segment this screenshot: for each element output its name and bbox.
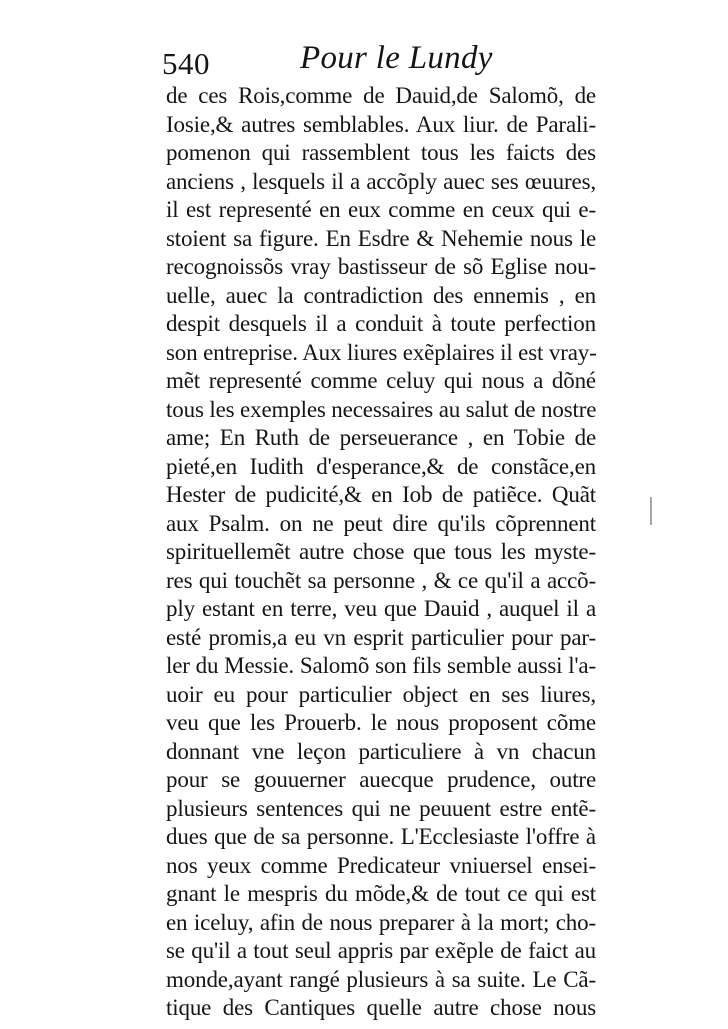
text-line: en iceluy, afin de nous preparer à la mort; cho- xyxy=(166,909,596,935)
text-line: esté promis,a eu vn esprit particulier pour par- xyxy=(166,624,596,650)
text-line: pomenon qui rassemblent tous les faicts des xyxy=(166,140,596,165)
running-head: Pour le Lundy xyxy=(300,40,493,76)
text-line: dues que de sa personne. L'Ecclesiaste l'offre à xyxy=(166,824,596,849)
text-line: plusieurs sentences qui ne peuuent estre entẽ- xyxy=(166,795,596,821)
text-line: mẽt representé comme celuy qui nous a dõné xyxy=(166,368,596,393)
text-line: Hester de pudicité,& en Iob de patiẽce. Quãt xyxy=(166,482,596,507)
page-header xyxy=(162,40,592,82)
text-line: veu que les Prouerb. le nous proposent cõme xyxy=(166,710,596,735)
text-line: donnant vne leçon particuliere à vn chacun xyxy=(166,738,596,764)
text-line: recognoissõs vray bastisseur de sõ Eglise nou- xyxy=(166,254,596,279)
text-line: nos yeux comme Predicateur vniuersel ensei- xyxy=(166,852,596,878)
text-line: Iosie,& autres semblables. Aux liur. de Parali- xyxy=(166,111,596,137)
text-line: despit desquels il a conduit à toute perfection xyxy=(166,311,596,336)
text-line: se qu'il a tout seul appris par exẽple de faict au xyxy=(166,938,596,963)
page-number: 540 xyxy=(162,46,210,81)
text-line: gnant le mespris du mõde,& de tout ce qui est xyxy=(166,881,596,906)
text-line: uoir eu pour particulier object en ses liures, xyxy=(166,681,596,707)
text-line: il est representé en eux comme en ceux qui e- xyxy=(166,197,596,222)
margin-mark xyxy=(650,497,652,525)
text-line: pieté,en Iudith d'esperance,& de constãce,en xyxy=(166,453,596,479)
text-line: stoient sa figure. En Esdre & Nehemie nous le xyxy=(166,225,596,251)
text-line: ply estant en terre, veu que Dauid , auquel il a xyxy=(166,596,596,621)
text-line: uelle, auec la contradiction des ennemis , en xyxy=(166,282,596,308)
text-line: ler du Messie. Salomõ son fils semble aussi l'a- xyxy=(166,653,596,678)
text-line: spirituellemẽt autre chose que tous les myste- xyxy=(166,539,596,564)
text-line: son entreprise. Aux liures exẽplaires il est vray- xyxy=(166,339,597,365)
text-line: aux Psalm. on ne peut dire qu'ils cõprennent xyxy=(166,510,596,536)
text-line: anciens , lesquels il a accõply auec ses œuures, xyxy=(166,168,596,194)
body-text xyxy=(166,82,596,1023)
text-line: de ces Rois,comme de Dauid,de Salomõ, de xyxy=(166,83,596,108)
text-line: tique des Cantiques quelle autre chose nous xyxy=(166,995,596,1020)
text-line: monde,ayant rangé plusieurs à sa suite. Le Cã- xyxy=(166,966,596,992)
text-line: res qui touchẽt sa personne , & ce qu'il a accõ- xyxy=(166,567,596,593)
text-line: tous les exemples necessaires au salut de nostre xyxy=(166,396,597,422)
text-line: ame; En Ruth de perseuerance , en Tobie de xyxy=(166,425,596,450)
text-line: pour se gouuerner auecque prudence, outre xyxy=(166,767,596,792)
